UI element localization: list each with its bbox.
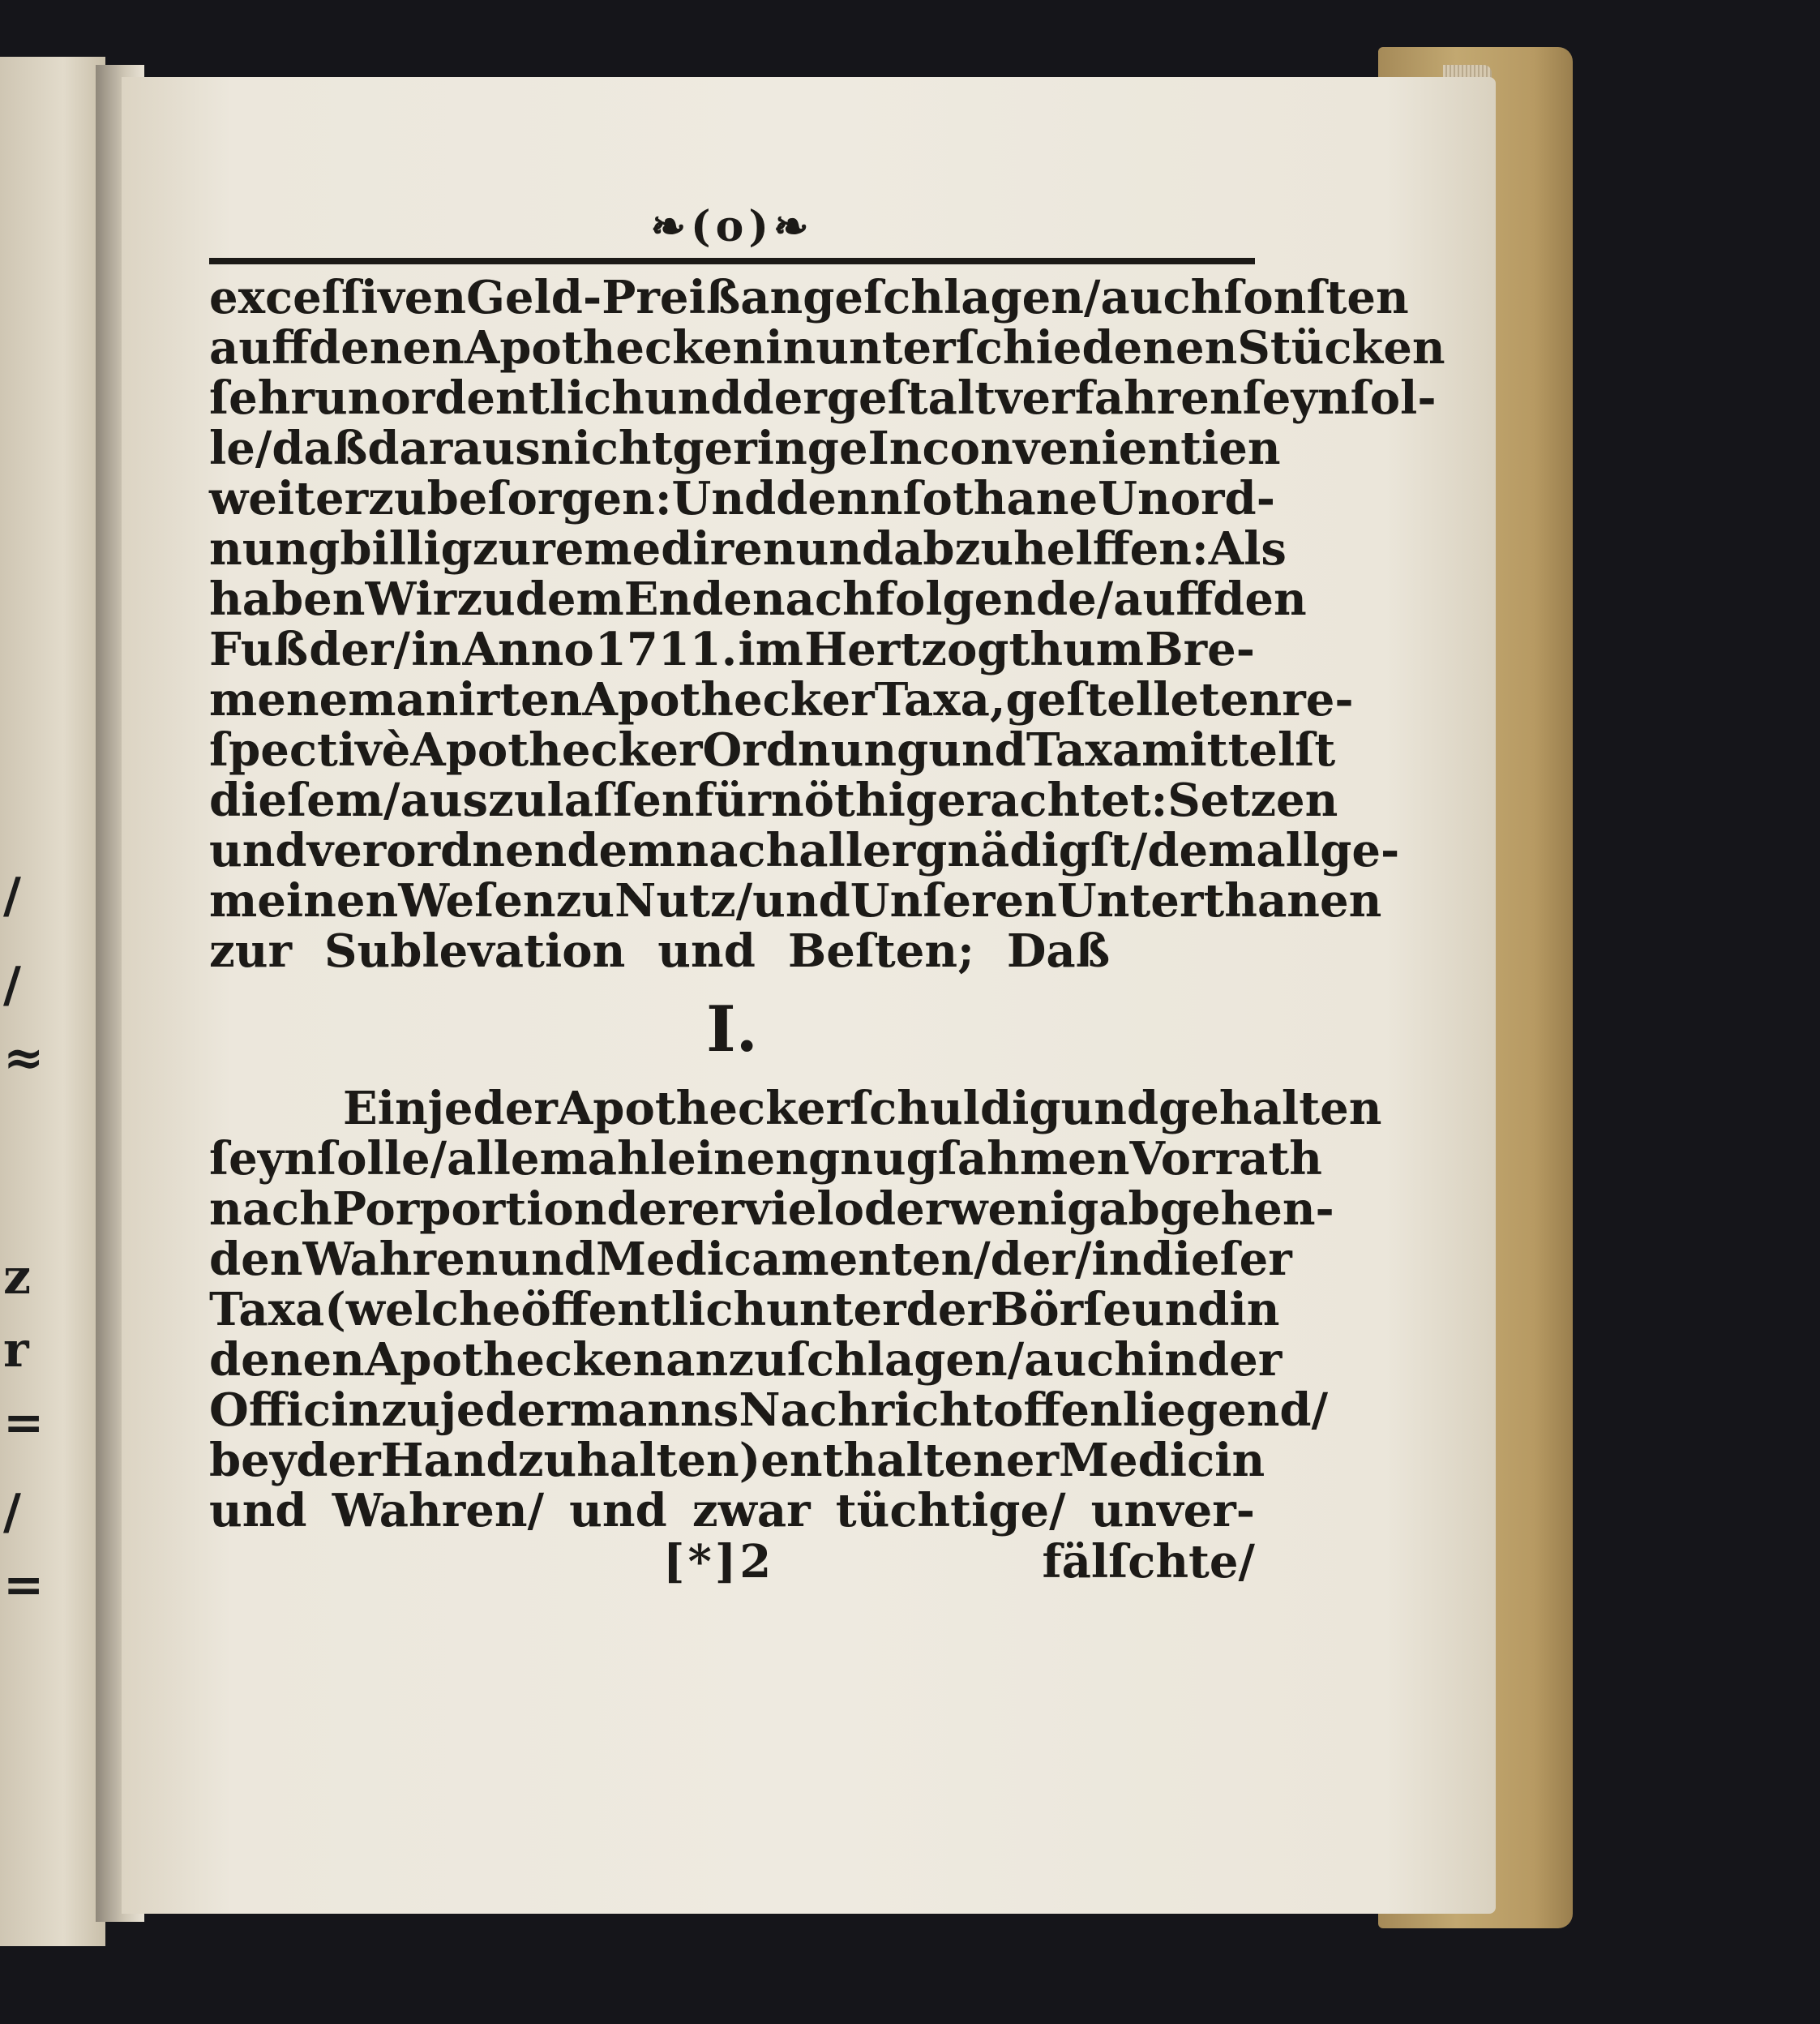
word: verordnen [306,824,567,877]
word: öffentlich [520,1283,767,1336]
word: viel [743,1182,834,1236]
word: le/ [209,422,272,475]
word: jeder [427,1082,558,1135]
word: auch [1100,271,1224,324]
word: zu [472,522,532,576]
word: gnugſahmen [808,1132,1130,1186]
word: Unord- [1098,472,1275,525]
text-line [209,572,1307,626]
text-line [209,1383,1329,1437]
word: tüchtige/ [835,1484,1066,1537]
word: geringe [672,422,868,475]
word: Ein [343,1082,428,1135]
word: Bre- [1145,623,1255,676]
word: mittelſt [1141,723,1336,777]
left-page-fragments [0,57,105,1946]
word: Ende [623,572,752,626]
word: Apothecken [464,321,766,375]
word: Medicin [1059,1434,1265,1487]
header-rule [209,258,1255,264]
word: in [765,321,816,375]
word: daß [272,422,368,475]
left-fragment: / [3,1484,21,1541]
text-line [209,774,1338,827]
word: beſorgen: [426,472,672,525]
word: auff [1113,572,1214,626]
page-text [209,202,1445,1589]
left-fragment: z [3,1249,32,1306]
word: Daß [1006,924,1111,978]
word: Taxa, [874,673,1006,727]
word: offen [993,1383,1123,1437]
word: nach [209,1182,332,1236]
word: in [1147,1333,1198,1387]
word: zwar [692,1484,811,1537]
word: Unterthanen [1056,874,1382,928]
word: zu [456,572,516,626]
word: Unſeren [850,874,1057,928]
word: unterſchiedenen [816,321,1238,375]
word: Apothecken [364,1333,666,1387]
word: halten) [576,1434,761,1487]
word: bey [209,1434,297,1487]
word: zu [555,874,615,928]
word: auff [209,321,309,375]
text-line [209,1486,1255,1536]
word: und [498,1233,596,1286]
word: Taxa [209,1283,325,1336]
word: geſtelleten [1005,673,1283,727]
word: ſchuldig [850,1082,1061,1135]
word: in [1229,1283,1280,1336]
word: Börſe [990,1283,1132,1336]
word: Sublevation [324,924,626,978]
text-line [209,1082,1382,1135]
word: Hand [380,1434,518,1487]
word: Anno [462,623,594,676]
text-line [209,321,1445,375]
word: ſeyn [209,1132,317,1186]
text-line [209,874,1382,928]
word: Inconvenientien [867,422,1281,475]
text-line [209,522,1287,576]
catchword: fälſchte/ [1042,1535,1255,1589]
word: allge- [1256,824,1400,877]
word: den [209,1233,303,1286]
word: zu [368,472,427,525]
word: Stücken [1237,321,1445,375]
word: haben [209,572,366,626]
section-numeral: I. [706,993,758,1066]
word: Setzen [1167,774,1338,827]
word: dem [515,572,624,626]
text-line [209,723,1336,777]
word: und [209,824,307,877]
text-line [209,624,1255,675]
word: remediren [531,522,796,576]
left-fragment: r [3,1322,29,1379]
word: Weſen [398,874,556,928]
word: zu [728,1333,787,1387]
paragraph-2 [209,1082,1382,1537]
word: Beſten; [787,924,974,978]
word: 1711. [594,623,738,676]
word: und [657,924,756,978]
word: re- [1282,673,1354,727]
word: abzuhelffen: [893,522,1209,576]
word: oder [833,1182,949,1236]
word: Nutz/ [615,874,753,928]
word: ſol- [1350,371,1437,425]
word: und [795,522,894,576]
word: unver- [1090,1484,1255,1537]
word: ſolle/ [316,1132,448,1186]
word: allergnädigſt/ [799,824,1148,877]
word: Taxa [1026,723,1142,777]
text-line [209,271,1409,324]
word: Fuß [209,623,309,676]
text-line [209,1233,1292,1286]
word: in [411,623,462,676]
word: und [1131,1283,1230,1336]
word: erachtet: [937,774,1168,827]
word: ſeyn [1242,371,1351,425]
word: und [1060,1082,1159,1135]
word: wenig [949,1182,1099,1236]
word: dergeſtalt [742,371,996,425]
word: derer [606,1182,744,1236]
word: weiter [209,472,369,525]
left-page-edge [0,57,105,1946]
word: Medicamenten/ [595,1233,991,1286]
word: für [694,774,771,827]
word: Porportion [332,1182,607,1236]
word: Nachricht [739,1383,994,1437]
word: zur [209,924,293,978]
text-line [209,472,1275,525]
word: der [296,1434,381,1487]
word: ſehr [209,371,315,425]
paragraph-1 [209,271,1445,978]
word: unter [766,1283,906,1336]
text-line [209,1182,1334,1236]
word: billig [340,522,473,576]
word: angeſchlagen/ [740,271,1101,324]
page-header: ❧(o)❧ [650,202,814,251]
left-fragment: = [3,1557,45,1614]
word: Als [1208,522,1287,576]
text-line [209,926,1255,976]
word: nachfolgende/ [752,572,1114,626]
left-fragment: ≈ [3,1030,45,1087]
word: nicht [540,422,673,475]
word: im [738,623,804,676]
word: einen [667,1132,809,1186]
word: Apothecker [410,723,703,777]
left-fragment: = [3,1395,45,1452]
left-fragment: / [3,957,21,1014]
word: (welche [324,1283,521,1336]
word: auch [1024,1333,1148,1387]
word: denen [209,1333,365,1387]
word: men [209,673,319,727]
word: und [928,723,1026,777]
word: Ordnung [702,723,929,777]
word: dieſem/aus [209,774,489,827]
word: allemahl [447,1132,668,1186]
word: meinen [209,874,399,928]
page-footer [209,1536,1255,1588]
word: gehalten [1158,1082,1382,1135]
word: emanirten [319,673,583,727]
word: Apothecker [582,673,875,727]
word: exceſſiven [209,271,467,324]
word: Vorrath [1129,1132,1323,1186]
word: Geld-Preiß [466,271,741,324]
text-line [209,673,1354,727]
word: ſothane [902,472,1098,525]
word: Wahren/ [332,1484,545,1537]
word: der/ [990,1233,1092,1286]
text-line [209,1132,1323,1186]
word: Hertzogthum [804,623,1145,676]
word: nöthig [770,774,938,827]
word: zu [381,1383,440,1437]
word: jedermanns [439,1383,739,1437]
text-line [209,1434,1265,1487]
word: der/ [309,623,411,676]
word: ſchlagen/ [786,1333,1025,1387]
word: und [569,1484,667,1537]
word: verfahren [996,371,1243,425]
word: den [1213,572,1307,626]
word: nung [209,522,340,576]
word: und [209,1484,307,1537]
text-line [209,1283,1280,1336]
word: denn [776,472,903,525]
text-line [209,422,1281,475]
word: Apothecker [557,1082,850,1135]
word: demnach [567,824,799,877]
word: und [752,874,850,928]
text-line [209,824,1400,877]
word: ſonſten [1223,271,1409,324]
word: liegend/ [1122,1383,1329,1437]
word: Und [671,472,777,525]
signature-mark: [*]2 [663,1535,775,1589]
left-fragment: / [3,868,21,924]
word: Wahren [302,1233,499,1286]
word: zu [517,1434,577,1487]
word: daraus [367,422,541,475]
word: in [1091,1233,1142,1286]
word: der [1197,1333,1283,1387]
word: an [666,1333,729,1387]
word: ſpectivè [209,723,411,777]
word: dieſer [1141,1233,1292,1286]
word: abgehen- [1098,1182,1334,1236]
word: Wir [365,572,457,626]
word: enthaltener [760,1434,1060,1487]
word: Officin [209,1383,382,1437]
text-line [209,371,1437,425]
word: der [906,1283,991,1336]
word: zulaſſen [488,774,695,827]
text-line [209,1333,1283,1387]
word: denen [308,321,465,375]
word: dem [1147,824,1257,877]
word: und [644,371,743,425]
word: unordentlich [314,371,644,425]
